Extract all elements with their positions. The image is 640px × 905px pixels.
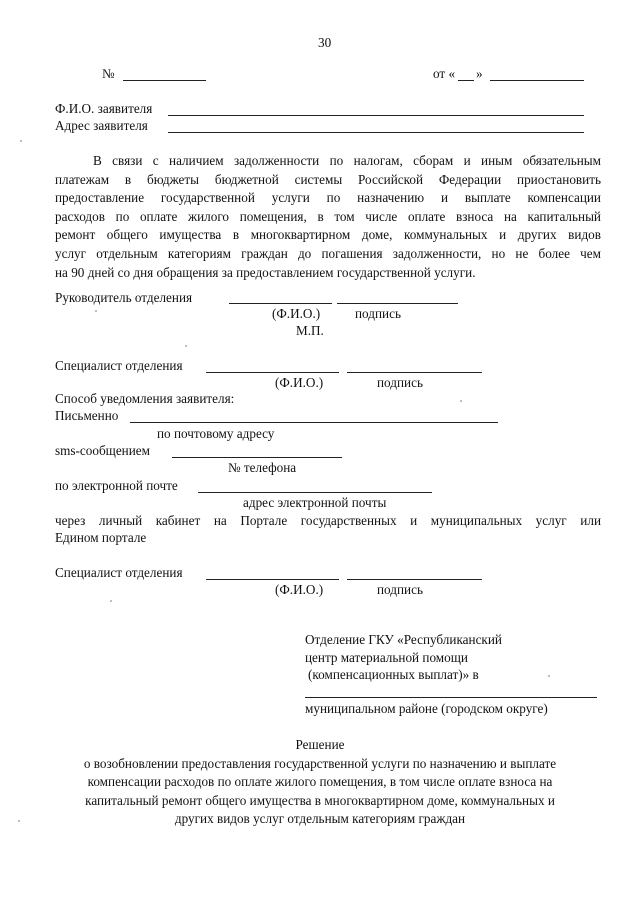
specialist-fio-caption: (Ф.И.О.) [275,375,324,390]
paragraph-line: услуг отдельным категориям граждан до погашения задолженности, но не более чем [55,245,601,261]
applicant-fio-label: Ф.И.О. заявителя [55,101,153,116]
specialist-signature-field[interactable] [347,372,482,373]
applicant-address-field[interactable] [168,132,584,133]
scan-speck [18,820,20,822]
decision-block [40,736,600,829]
specialist-fio-field[interactable] [206,372,339,373]
head-label: Руководитель отделения [55,290,193,305]
specialist-2-signature-caption: подпись [377,582,423,597]
specialist-2-label: Специалист отделения [55,565,183,580]
stamp-label: М.П. [296,323,324,338]
decision-line: о возобновлении предоставления государственной услуги по назначению и выплате [83,755,557,771]
head-signature-caption: подпись [355,306,401,321]
scan-speck [95,310,97,312]
scan-speck [460,400,462,402]
decision-line: капитальный ремонт общего имущества в многоквартирном доме, коммунальных и [85,792,555,808]
head-fio-caption: (Ф.И.О.) [272,306,321,321]
main-paragraph [55,152,601,282]
paragraph-line: расходов по оплате жилого помещения, в том числе оплате взноса на капитальный [55,208,601,224]
head-signature-field[interactable] [337,303,458,304]
date-field[interactable] [490,80,584,81]
scan-speck [185,345,187,347]
specialist-2-fio-field[interactable] [206,579,339,580]
email-hint: адрес электронной почты [243,495,387,510]
phone-field[interactable] [172,457,342,458]
addressee-line-2: центр материальной помощи [305,650,468,665]
number-label: № [102,66,115,81]
specialist-2-signature-field[interactable] [347,579,482,580]
number-field[interactable] [123,80,206,81]
email-label: по электронной почте [55,478,178,493]
paragraph-line: ремонт общего имущества в многоквартирном доме, коммунальных и других видов [55,227,601,243]
postal-hint: по почтовому адресу [157,426,275,441]
portal-line-1: через личный кабинет на Портале государственных и муниципальных услуг или [55,513,601,528]
head-fio-field[interactable] [229,303,332,304]
applicant-address-label: Адрес заявителя [55,118,148,133]
scan-speck [110,600,112,602]
decision-title: Решение [295,737,345,752]
postal-address-field[interactable] [130,422,498,423]
portal-line-2: Едином портале [55,530,147,545]
addressee-line-4: муниципальном районе (городском округе) [305,701,548,716]
specialist-2-fio-caption: (Ф.И.О.) [275,582,324,597]
date-label: от « [433,66,456,81]
paragraph-line: на 90 дней со дня обращения за предоставлением государственной услуги. [55,264,476,280]
email-field[interactable] [198,492,432,493]
paragraph-line: предоставление государственной услуги по назначению и выплате компенсации [55,190,601,206]
phone-hint: № телефона [228,460,297,475]
specialist-signature-caption: подпись [377,375,423,390]
decision-line: компенсации расходов по оплате жилого помещения, в том числе оплате взноса на [87,774,553,790]
paragraph-line: платежам в бюджеты бюджетной системы Российской Федерации приостановить [55,171,601,187]
scan-speck [20,140,22,142]
written-label: Письменно [55,408,119,423]
decision-line: других видов услуг отдельным категориям граждан [174,811,466,827]
sms-label: sms-сообщением [55,443,150,458]
notification-title: Способ уведомления заявителя: [55,391,235,406]
page-number: 30 [318,35,332,50]
specialist-label: Специалист отделения [55,358,183,373]
addressee-line-1: Отделение ГКУ «Республиканский [305,632,502,647]
scan-speck [548,675,550,677]
applicant-fio-field[interactable] [168,115,584,116]
district-field[interactable] [305,697,597,698]
paragraph-line: В связи с наличием задолженности по налогам, сборам и иным обязательным [93,153,601,168]
addressee-line-3: (компенсационных выплат)» в [308,667,479,682]
date-close: » [476,66,483,81]
date-day-field[interactable] [458,80,474,81]
